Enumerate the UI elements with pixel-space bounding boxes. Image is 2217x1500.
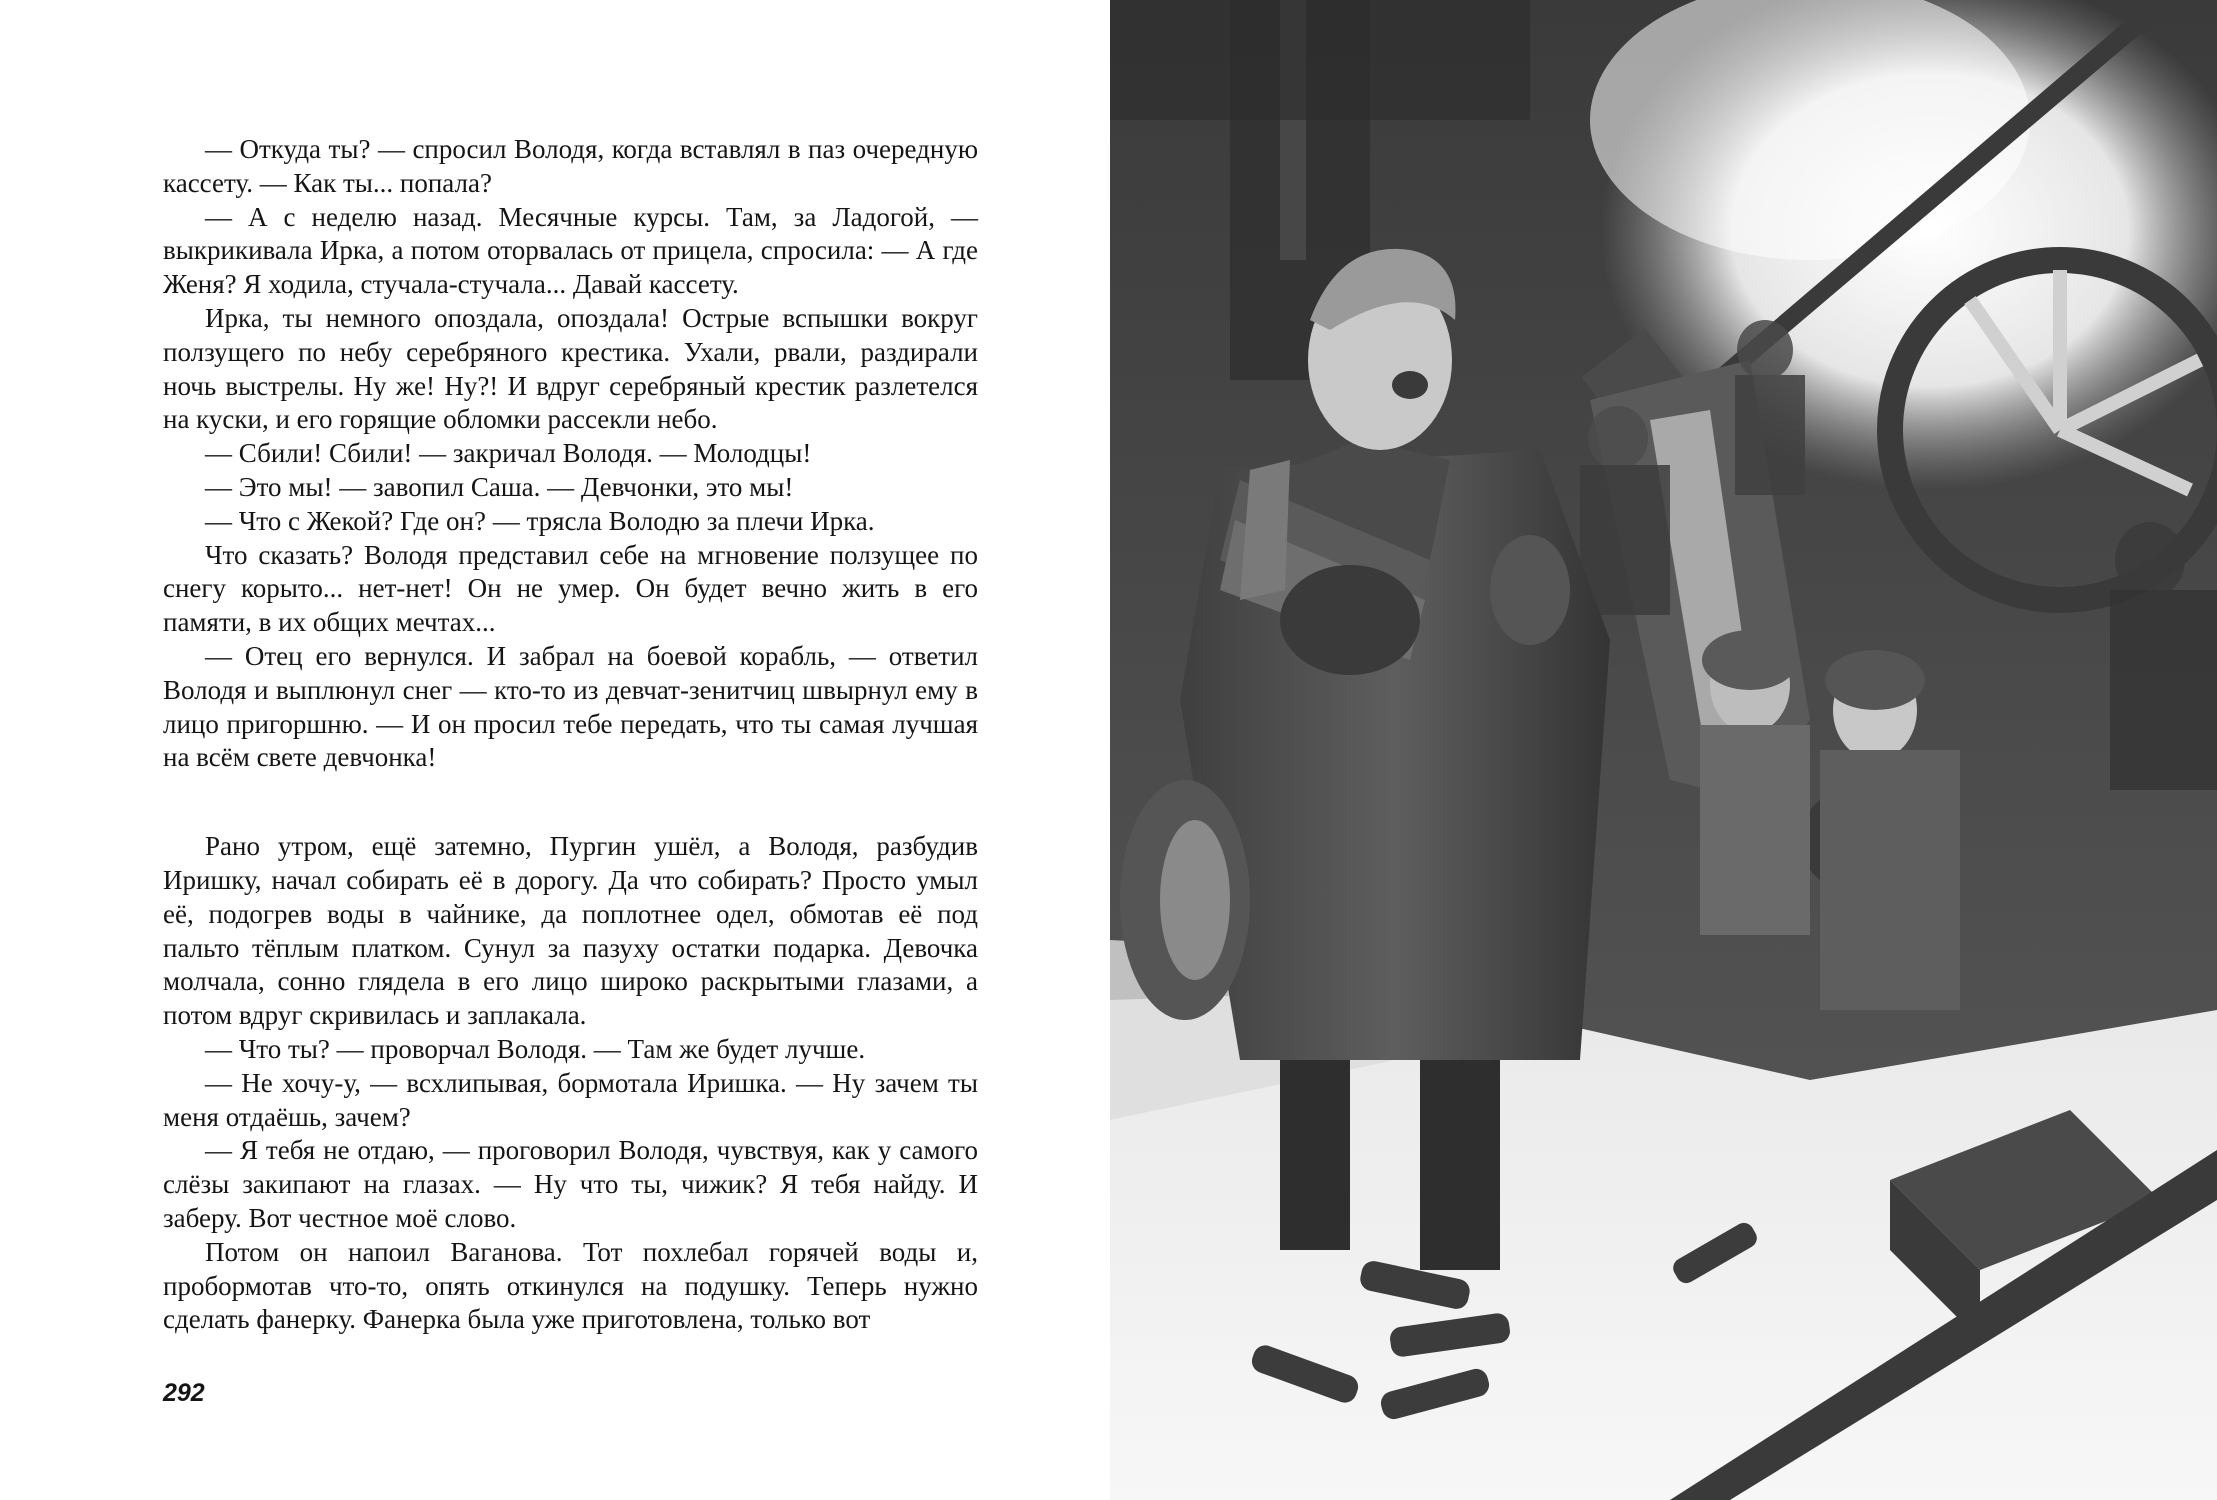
tyre-inner bbox=[1160, 820, 1230, 980]
paragraph: Потом он напоил Ваганова. Тот похлебал горячей воды и, пробормотав что-то, опять откинулся на подушку. Теперь нужно сделать фанерку. Фанерка была уже приготовлена, только вот bbox=[163, 1236, 978, 1335]
paragraph: Что сказать? Володя представил себе на мгновение ползущее по снегу корыто... нет-нет! Он не умер. Он будет вечно жить в его памяти, в их общих мечтах... bbox=[163, 539, 978, 638]
section-break bbox=[163, 775, 978, 830]
paragraph: — Что ты? — проворчал Володя. — Там же будет лучше. bbox=[205, 1033, 866, 1064]
paragraph: — Это мы! — завопил Саша. — Девчонки, это мы! bbox=[205, 471, 794, 502]
paragraph: Рано утром, ещё затемно, Пургин ушёл, а Володя, разбудив Иришку, начал собирать её в дорогу. Да что собирать? Просто умыл её, подогрев воды в чайнике, да поплотнее одел, обмотав её под пальто тёплым платком. Сунул за пазуху остатки подарка. Девочка молчала, сонно глядела в его лицо широко раскрытыми глазами, а потом вдруг скривилась и заплакала. bbox=[163, 831, 978, 1031]
paragraph: — Отец его вернулся. И забрал на боевой корабль, — ответил Володя и выплюнул снег — кто-то из девчат-зенитчиц швырнул ему в лицо пригоршню. — И он просил тебе передать, что ты самая лучшая на всём свете девчонка! bbox=[163, 640, 978, 773]
building-upper bbox=[1110, 0, 1530, 120]
paragraph: — Не хочу-у, — всхлипывая, бормотала Иришка. — Ну зачем ты меня отдаёшь, зачем? bbox=[163, 1067, 978, 1132]
paragraph: Ирка, ты немного опоздала, опоздала! Острые вспышки вокруг ползущего по небу серебряного крестика. Ухали, рвали, раздирали ночь выстрелы. Ну же! Ну?! И вдруг серебряный крестик разлетелся на куски, и его горящие обломки рассекли небо. bbox=[163, 302, 978, 435]
paragraph: — А с неделю назад. Месячные курсы. Там, за Ладогой, — выкрикивала Ирка, а потом оторвалась от прицела, спросила: — А где Женя? Я ходила, стучала-стучала... Давай кассету. bbox=[163, 201, 978, 300]
illustration-page bbox=[1110, 0, 2217, 1500]
anti-aircraft-gun-illustration bbox=[1110, 0, 2217, 1500]
paragraph: — Что с Жекой? Где он? — трясла Володю за плечи Ирка. bbox=[205, 505, 875, 536]
paragraph: — Откуда ты? — спросил Володя, когда вставлял в паз очередную кассету. — Как ты... попала? bbox=[163, 134, 978, 198]
body-text bbox=[163, 133, 978, 1337]
page-number: 292 bbox=[163, 1379, 205, 1407]
paragraph: — Сбили! Сбили! — закричал Володя. — Молодцы! bbox=[205, 438, 812, 469]
paragraph: — Я тебя не отдаю, — проговорил Володя, чувствуя, как у самого слёзы закипают на глазах. — Ну что ты, чижик? Я тебя найду. И заберу. Вот честное моё слово. bbox=[163, 1135, 978, 1233]
